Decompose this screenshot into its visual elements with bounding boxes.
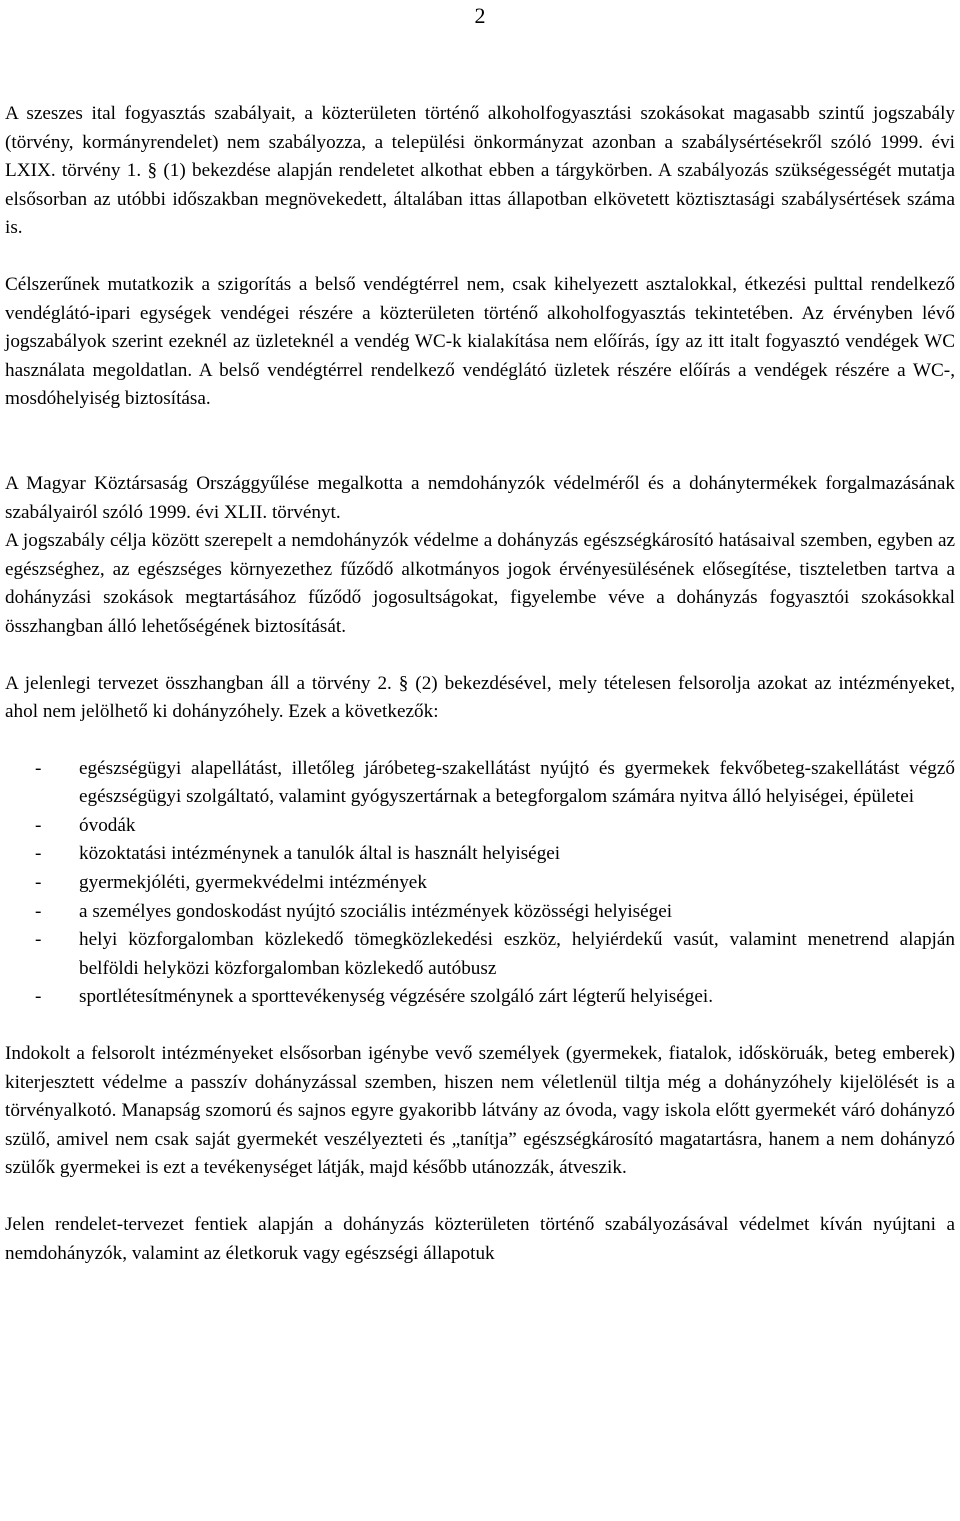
list-item-text: a személyes gondoskodást nyújtó szociális intézmények közösségi helyiségei — [79, 900, 673, 922]
list-item — [5, 898, 955, 927]
paragraph-restriction-rationale: Célszerűnek mutatkozik a szigorítás a belső vendégtérrel nem, csak kihelyezett asztalokkal, étkezési pulttal rendelkező vendéglátó-ipari egységek vendégei részére a közterületen történő alkoholfogyasztás tekintetében. Az érvényben lévő jogszabályok szerint ezeknél az üzleteknél a vendég WC-k kialakítása nem előírás, így az itt italt fogyasztó vendégek WC használata megoldatlan. A belső vendégtérrel rendelkező vendéglátó üzletek részére előírás a vendégek részére a WC-, mosdóhelyiség biztosítása. — [5, 273, 955, 410]
list-item-text: óvodák — [79, 814, 136, 836]
list-item-text: helyi közforgalomban közlekedő tömegközlekedési eszköz, helyiérdekű vasút, valamint menetrend alapján belföldi helyközi közforgalomban közlekedő autóbusz — [79, 929, 955, 979]
list-item-text: gyermekjóléti, gyermekvédelmi intézmények — [79, 872, 427, 894]
institution-list — [5, 755, 955, 1012]
paragraph-nonsmoker-law: A Magyar Köztársaság Országgyűlése megalkotta a nemdohányzók védelméről és a dohánytermékek forgalmazásának szabályairól szóló 1999. évi XLII. törvényt. — [5, 472, 955, 523]
list-bullet: - — [35, 986, 42, 1008]
list-bullet: - — [35, 929, 42, 951]
list-item — [5, 926, 955, 983]
paragraph-law-purpose: A jogszabály célja között szerepelt a nemdohányzók védelme a dohányzás egészségkárosító hatásaival szemben, egyben az egészséghez, az egészséges környezethez fűződő alkotmányos jogok érvényesülésének elősegítése, tiszteletben tartva a dohányzási szokások megtartásához fűződő jogosultságokat, figyelembe véve a dohányzás fogyasztói szokásokkal összhangban álló lehetőségének biztosítását. — [5, 530, 955, 637]
list-item — [5, 755, 955, 812]
list-item — [5, 840, 955, 869]
list-bullet: - — [35, 872, 42, 894]
list-item-text: egészségügyi alapellátást, illetőleg járóbeteg-szakellátást nyújtó és gyermekek fekvőbeteg-szakellátást végző egészségügyi szolgáltató, valamint gyógyszertárnak a betegforgalom számára nyitva álló helyiségei, épületei — [79, 757, 955, 808]
document-body — [5, 100, 955, 1268]
paragraph-protection-justification: Indokolt a felsorolt intézményeket elsősorban igénybe vevő személyek (gyermekek, fiatalok, idősköruák, beteg emberek) kiterjesztett védelme a passzív dohányzással szemben, hiszen nem véletlenül tiltja még a dohányzóhely kijelölését is a törvényalkotó. Manapság szomorú és sajnos egyre gyakoribb látvány az óvoda, vagy iskola előtt gyermekét váró dohányzó szülő, amivel nem csak saját gyermekét veszélyezteti és „tanítja” egészségkárosító magatartásra, hanem a nem dohányzó szülők gyermekei is ezt a tevékenységet látják, majd később utánozzák, átveszik. — [5, 1043, 955, 1179]
list-bullet: - — [35, 900, 42, 922]
list-item — [5, 812, 955, 841]
list-bullet: - — [35, 814, 42, 836]
list-item — [5, 983, 955, 1012]
paragraph-alcohol-regulation: A szeszes ital fogyasztás szabályait, a közterületen történő alkoholfogyasztási szokásokat magasabb szintű jogszabály (törvény, kormányrendelet) nem szabályozza, a települési önkormányzat azonban a szabálysértésekről szóló 1999. évi LXIX. törvény 1. § (1) bekezdése alapján rendeletet alkothat ebben a tárgykörben. A szabályozás szükségességét mutatja elsősorban az utóbbi időszakban megnövekedett, általában ittas állapotban elkövetett köztisztasági szabálysértések száma is. — [5, 103, 955, 239]
list-item — [5, 869, 955, 898]
list-bullet: - — [35, 757, 42, 779]
list-bullet: - — [35, 843, 42, 865]
list-item-text: közoktatási intézménynek a tanulók által is használt helyiségei — [79, 843, 561, 865]
list-item-text: sportlétesítménynek a sporttevékenység végzésére szolgáló zárt légterű helyiségei. — [79, 986, 714, 1008]
paragraph-draft-summary: Jelen rendelet-tervezet fentiek alapján a dohányzás közterületen történő szabályozásával védelmet kíván nyújtani a nemdohányzók, valamint az életkoruk vagy egészségi állapotuk — [5, 1214, 955, 1264]
paragraph-current-draft: A jelenlegi tervezet összhangban áll a törvény 2. § (2) bekezdésével, mely tételesen felsorolja azokat az intézményeket, ahol nem jelölhető ki dohányzóhely. Ezek a következők: — [5, 672, 955, 723]
page-number: 2 — [474, 3, 486, 28]
